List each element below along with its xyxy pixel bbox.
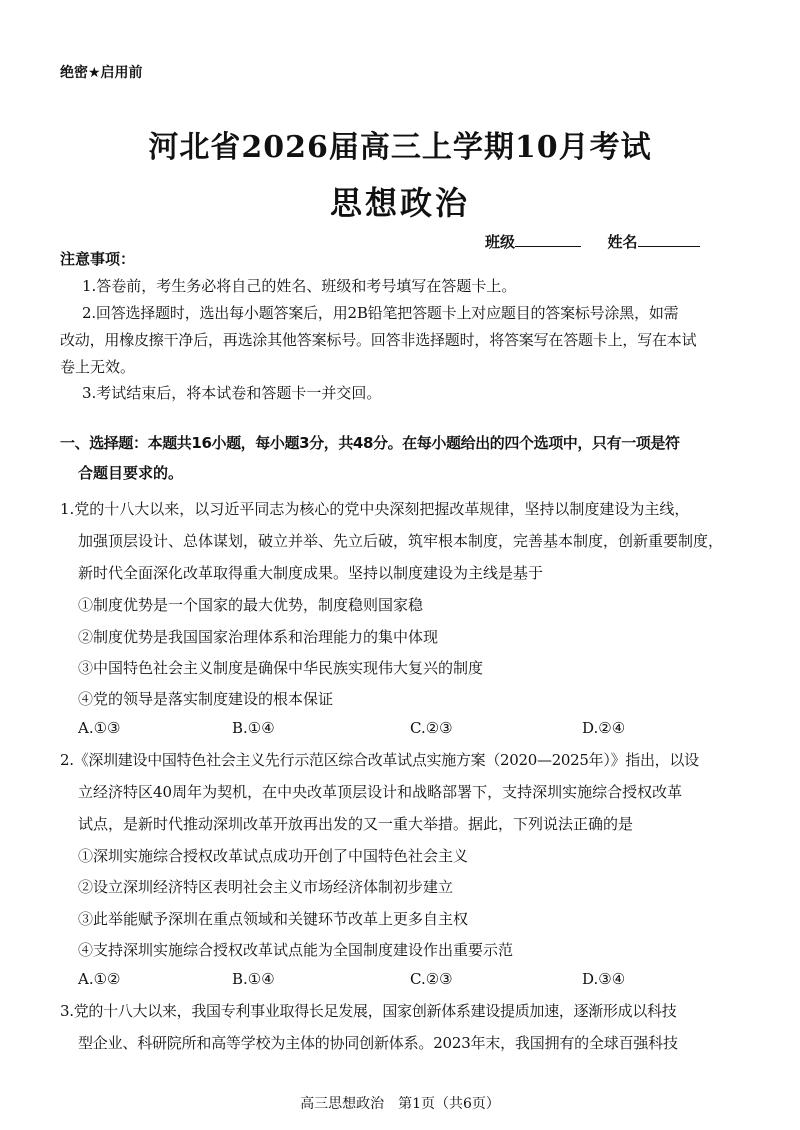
q1-item-1: ①制度优势是一个国家的最大优势，制度稳则国家稳 xyxy=(78,596,424,614)
notice-line-5: 3.考试结束后，将本试卷和答题卡一并交回。 xyxy=(82,384,382,402)
confidential-mark: 绝密★启用前 xyxy=(60,65,143,81)
notice-line-3: 改动，用橡皮擦干净后，再选涂其他答案标号。回答非选择题时，将答案写在答题卡上，写在本试 xyxy=(60,331,697,349)
name-blank[interactable] xyxy=(638,246,700,247)
q2-stem-line-3: 试点，是新时代推动深圳改革开放再出发的又一重大举措。据此，下列说法正确的是 xyxy=(78,815,634,833)
q1-option-d[interactable]: D.②④ xyxy=(582,719,626,737)
q2-option-d[interactable]: D.③④ xyxy=(582,970,626,988)
q2-stem-line-2: 立经济特区40周年为契机，在中央改革顶层设计和战略部署下，支持深圳实施综合授权改革 xyxy=(78,783,683,801)
page-footer: 高三思想政治 第1页（共6页） xyxy=(300,1096,500,1112)
q1-stem-line-1: 1.党的十八大以来，以习近平同志为核心的党中央深刻把握改革规律，坚持以制度建设为主线， xyxy=(60,500,690,518)
section-heading-cont: 合题目要求的。 xyxy=(78,464,184,482)
q2-option-a[interactable]: A.①② xyxy=(78,970,121,988)
exam-title: 河北省2026届高三上学期10月考试 xyxy=(148,130,652,165)
q1-item-4: ④党的领导是落实制度建设的根本保证 xyxy=(78,690,334,708)
q2-item-2: ②设立深圳经济特区表明社会主义市场经济体制初步建立 xyxy=(78,878,454,896)
q2-item-3: ③此举能赋予深圳在重点领域和关键环节改革上更多自主权 xyxy=(78,910,469,928)
q1-option-a[interactable]: A.①③ xyxy=(78,719,121,737)
q2-option-b[interactable]: B.①④ xyxy=(232,970,275,988)
notice-heading: 注意事项： xyxy=(60,250,136,268)
q1-stem-line-2: 加强顶层设计、总体谋划，破立并举、先立后破，筑牢根本制度，完善基本制度，创新重要制度， xyxy=(78,532,724,550)
q2-item-1: ①深圳实施综合授权改革试点成功开创了中国特色社会主义 xyxy=(78,847,469,865)
notice-line-4: 卷上无效。 xyxy=(60,358,136,376)
q2-option-c[interactable]: C.②③ xyxy=(410,970,453,988)
name-label: 姓名 xyxy=(607,233,638,251)
q1-item-3: ③中国特色社会主义制度是确保中华民族实现伟大复兴的制度 xyxy=(78,659,484,677)
section-heading: 一、选择题：本题共16小题，每小题3分，共48分。在每小题给出的四个选项中，只有一项是符 xyxy=(60,434,680,452)
notice-line-2: 2.回答选择题时，选出每小题答案后，用2B铅笔把答题卡上对应题目的答案标号涂黑，如需 xyxy=(82,304,679,322)
notice-line-1: 1.答卷前，考生务必将自己的姓名、班级和考号填写在答题卡上。 xyxy=(82,277,517,295)
q1-stem-line-3: 新时代全面深化改革取得重大制度成果。坚持以制度建设为主线是基于 xyxy=(78,564,544,582)
q2-stem-line-1: 2.《深圳建设中国特色社会主义先行示范区综合改革试点实施方案（2020—2025年）》指出，以设 xyxy=(60,751,699,769)
subject-title: 思想政治 xyxy=(329,184,470,222)
class-label: 班级 xyxy=(485,233,516,251)
class-blank[interactable] xyxy=(515,246,581,247)
q1-option-b[interactable]: B.①④ xyxy=(232,719,275,737)
q2-item-4: ④支持深圳实施综合授权改革试点能为全国制度建设作出重要示范 xyxy=(78,941,514,959)
q1-item-2: ②制度优势是我国国家治理体系和治理能力的集中体现 xyxy=(78,628,439,646)
student-fields xyxy=(485,231,700,252)
q3-stem-line-2: 型企业、科研院所和高等学校为主体的协同创新体系。2023年末，我国拥有的全球百强科技 xyxy=(78,1034,678,1052)
q3-stem-line-1: 3.党的十八大以来，我国专利事业取得长足发展，国家创新体系建设提质加速，逐渐形成以科技 xyxy=(60,1002,677,1020)
q1-option-c[interactable]: C.②③ xyxy=(410,719,453,737)
